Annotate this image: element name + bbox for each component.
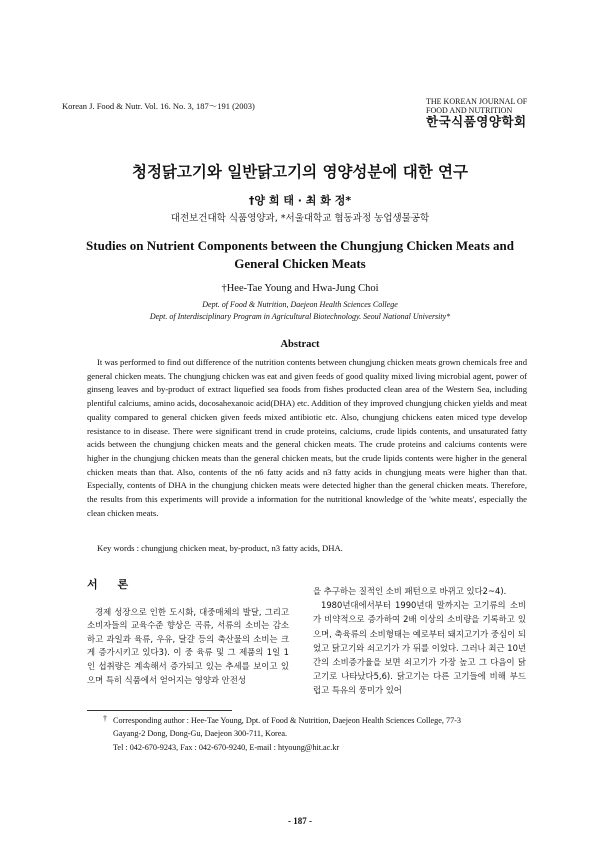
abstract-body [87,356,527,520]
title-korean: 청정닭고기와 일반닭고기의 영양성분에 대한 연구 [131,163,469,181]
abstract-text: It was performed to find out difference of the nutrition contents between chungjung chicken meats grown chemicals free and general chicken meats. The chungjung chicken was eat and given feeds of good quality mixed living microbial agent, power of ginseng leaves and by-product of extract liquefied sea foods from fishes producted clean area of the Western Sea, including plentiful calciums, amino acids, docosahexanoic acid(DHA) etc. Addition of they improved chungjung chicken yields and meat quality compared to general chicken given feeds mixed antibiotic etc. Also, chungjung chickens eaten miced type develop resistance to in disease. There were significant trend in crude proteins, calciums, crude lipids contents, and unsaturated fatty acids between the chungjung chicken meats and the general chicken meats. The crude proteins and calciums contents were higher in the chungjung chicken meats than the general chicken meats, but the crude lipids contents were higher in the general chicken meats than that. Also, contents of the n6 fatty acids and n3 fatty acids in chungjung meats were higher than that. Especially, contents of DHA in the chungjung chicken meats were detected higher than the general chicken meats. Therefore, the results from this experiments will provide a information for the nutritional knowledge of the 'white meats', especially the clean chicken meats. [87,357,527,518]
journal-citation: Korean J. Food & Nutr. Vol. 16. No. 3, 187～191 (2003) [62,101,255,111]
footnote-rule [87,710,232,711]
department-1: Dept. of Food & Nutrition, Daejeon Health Sciences College [202,300,398,309]
journal-name-korean: 한국식품영양학회 [426,114,527,129]
authors-korean: †양 희 태 · 최 화 정* [248,194,352,207]
journal-logo [426,97,538,129]
intro-paragraph-1: 경제 성장으로 인한 도시화, 대중매체의 발달, 그리고 소비자들의 교육수준 향상은 곡류, 서류의 소비는 감소하고 과일과 육류, 우유, 달걀 등의 축산물의 소비는 크게 증가시키고 있다3). 이 중 육류 및 그 제품의 1일 1인 섭취량은 계속해서 증가되고 있는 추세를 보이고 있으며 특히 식품에서 얻어지는 영양과 안전성 [87,606,289,685]
department-2: Dept. of Interdisciplinary Program in Agricultural Biotechnology. Seoul National University* [149,312,451,321]
intro-paragraph-continued: 을 추구하는 질적인 소비 패턴으로 바뀌고 있다2~4). [313,586,507,596]
footnote-dagger: † [103,714,107,723]
page-number: - 187 - [288,816,312,826]
abstract-heading: Abstract [280,339,320,350]
authors-english: †Hee-Tae Young and Hwa-Jung Choi [221,283,379,294]
intro-right-column [313,584,526,698]
intro-left-column [87,578,289,687]
journal-name-line2: FOOD AND NUTRITION [426,106,513,115]
journal-name-line1: THE KOREAN JOURNAL OF [426,97,528,106]
affiliation-korean: 대전보건대학 식품영양과, *서울대학교 협동과정 농업생물공학 [170,213,430,224]
intro-paragraph-2: 1980년대에서부터 1990년대 말까지는 고기류의 소비가 비약적으로 증가하여 2배 이상의 소비량을 기록하고 있으며, 축육류의 소비형태는 예로부터 돼지고기가 중심이 되었고 닭고기와 쇠고기가 가 뒤를 이었다. 그러나 최근 10년간의 소비증가율을 보면 쇠고기가 가장 높고 그 다음이 닭고기로 나타났다5,6). 닭고기는 다른 고기들에 비해 부드럽고 특유의 풍미가 있어 [313,600,526,696]
footnote [113,714,533,754]
title-english: Studies on Nutrient Components between the Chungjung Chicken Meats and General Chicken Meats [86,238,514,271]
keywords: Key words : chungjung chicken meat, by-product, n3 fatty acids, DHA. [97,543,343,553]
section-heading-introduction: 서 론 [87,578,137,591]
footnote-line-2: Gayang-2 Dong, Dong-Gu, Daejeon 300-711, Korea. [113,729,288,739]
footnote-line-1: Corresponding author : Hee-Tae Young, Dpt. of Food & Nutrition, Daejeon Health Sciences College, 77-3 [113,716,462,725]
footnote-line-3: Tel : 042-670-9243, Fax : 042-670-9240, E-mail : htyoung@hit.ac.kr [113,742,340,752]
